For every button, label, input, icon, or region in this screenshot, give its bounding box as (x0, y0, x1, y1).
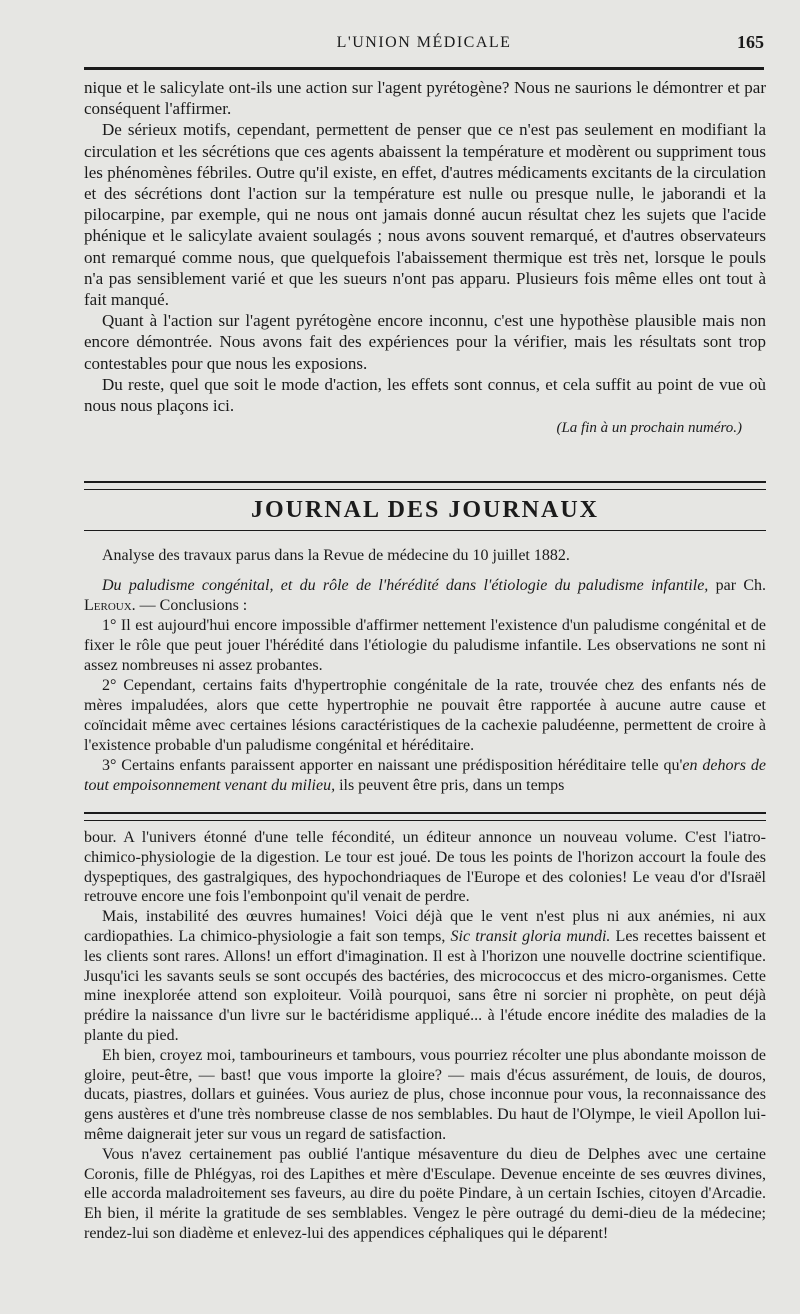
author-suffix: . — Conclusions : (131, 597, 248, 614)
paragraph: Eh bien, croyez moi, tambourineurs et tambours, vous pourriez récolter une plus abondante moisson de gloire, peut-être, — bast! que vous importe la gloire? — mais d'écus assurément, de louis, de douros, ducats, piastres, dollars et guinées. Vous auriez de plus, chose inconnue pour vous, la reconnaissance des gens austères et d'une très nombreuse classe de nos semblables. Du haut de l'Olympe, le vieil Apollon lui-même daignerait jeter sur vous un regard de satisfaction. (84, 1046, 766, 1143)
conclusion-1: 1° Il est aujourd'hui encore impossible d'affirmer nettement l'existence d'un paludisme congénital et de fixer le rôle que peut jouer l'hérédité dans l'étiologie du paludisme infantile. Les observations ne sont ni assez nombreuses ni assez probantes. (84, 617, 766, 674)
page-number: 165 (737, 32, 764, 52)
feuilleton (84, 828, 766, 1244)
journal-review (84, 546, 766, 796)
running-title: L'UNION MÉDICALE (336, 34, 512, 51)
paragraph-end: Les recettes baissent et les clients sont rares. Allons! un effort d'imagination. Il est à l'horizon une nouvelle doctrine scientifique. Jusqu'ici les savants seuls se sont occupés des bactéries, des micrococcus et des micro-organismes. Cette mine inexplorée attend son exploiteur. Voilà pourquoi, sans être ni sorcier ni prophète, on peut déjà prédire la naissance d'un livre sur le bactéridisme appliqué... à l'étude encore inédite des maladies de la plante du pied. (84, 927, 767, 1044)
paragraph: De sérieux motifs, cependant, permettent de penser que ce n'est pas seulement en modifiant la circulation et les sécrétions que ces agents abaissent la température et modèrent ou suppriment tous les phénomènes fébriles. Outre qu'il existe, en effet, d'autres médicaments excitants de la circulation et des sécrétions dont l'action sur la température est nulle ou presque nulle, le jaborandi et la pilocarpine, par exemple, qui ne nous ont jamais donné aucun résultat chez les sujets que l'acide phénique et le salicylate avaient soulagés ; nous avons souvent remarqué, et d'autres observateurs ont remarqué comme nous, que quelquefois l'abaissement thermique est très net, lorsque le pouls n'a pas sensiblement varié et que les sueurs n'ont pas apparu. Plusieurs fois même elles ont tout à fait manqué. (84, 120, 766, 310)
paragraph (84, 907, 766, 1046)
paragraph: Quant à l'action sur l'agent pyrétogène encore inconnu, c'est une hypothèse plausible mais non encore démontrée. Nous avons fait des expériences pour la vérifier, mais les résultats sont trop contestables pour que nous les exposions. (84, 311, 766, 373)
page-header (84, 30, 764, 62)
paragraph-start: Mais, instabilité des œuvres humaines! Voici déjà que le vent n'est plus ni aux anémies, ni aux cardiopathies. La chimico-physiologie a fait son temps, (84, 908, 766, 945)
section-rule (84, 481, 766, 490)
feuilleton-rule (84, 812, 766, 821)
paper-reference (84, 576, 766, 616)
conclusion-3-end: ils peuvent être pris, dans un temps (335, 777, 565, 794)
paragraph: Vous n'avez certainement pas oublié l'antique mésaventure du dieu de Delphes avec une certaine Coronis, fille de Phlégyas, roi des Lapithes et mère d'Esculape. Devenue enceinte de ses œuvres divines, elle accorda maladroitement ses faveurs, au dire du poëte Pindare, à un certain Ischies, citoyen d'Arcadie. Eh bien, il mérite la gratitude de ses semblables. Vengez le père outragé du demi-dieu de la médecine; rendez-lui son diadème et enlevez-lui des appendices céphaliques qui le déparent! (84, 1145, 766, 1242)
header-rule (84, 67, 764, 70)
conclusion-3 (84, 756, 766, 796)
author-prefix: par Ch. (715, 577, 766, 594)
paragraph: Du reste, quel que soit le mode d'action, les effets sont connus, et cela suffit au point de vue où nous nous plaçons ici. (84, 374, 766, 416)
latin-quote: Sic transit gloria mundi. (450, 927, 611, 945)
conclusion-3-italic: en dehors de tout empoisonnement venant du milieu, (84, 757, 766, 794)
author-name: Leroux (84, 597, 132, 614)
paper-title: Du paludisme congénital, et du rôle de l'hérédité dans l'étiologie du paludisme infantile, (102, 577, 709, 594)
section-title: JOURNAL DES JOURNAUX (250, 497, 600, 523)
conclusion-2: 2° Cependant, certains faits d'hypertrophie congénitale de la rate, trouvée chez des enfants nés de mères impaludées, alors que cette hypertrophie ne pouvait être rapportée à aucune autre cause et coïncidait même avec certaines lésions caractéristiques de la cachexie paludéenne, permettent de croire à l'existence probable d'un paludisme congénital et héréditaire. (84, 677, 766, 754)
conclusion-3-start: 3° Certains enfants paraissent apporter en naissant une prédisposition héréditaire telle qu' (102, 757, 683, 774)
paragraph: bour. A l'univers étonné d'une telle fécondité, un éditeur annonce un nouveau volume. C'est l'iatro-chimico-physiologie de la digestion. Le tour est joué. De tous les points de l'horizon accourt la foule des dyspeptiques, des gastralgiques, des hypochondriaques de l'Europe et des colonies! Le veau d'or d'Israël retrouve encore une fois l'embonpoint qu'il venait de perdre. (84, 829, 766, 906)
article-conclusion (84, 77, 766, 439)
paragraph: nique et le salicylate ont-ils une action sur l'agent pyrétogène? Nous ne saurions le démontrer et par conséquent l'affirmer. (84, 78, 766, 119)
continuation-note: (La fin à un prochain numéro.) (556, 420, 742, 437)
section-rule-bottom (84, 530, 766, 531)
analysis-heading: Analyse des travaux parus dans la Revue de médecine du 10 juillet 1882. (102, 547, 570, 564)
